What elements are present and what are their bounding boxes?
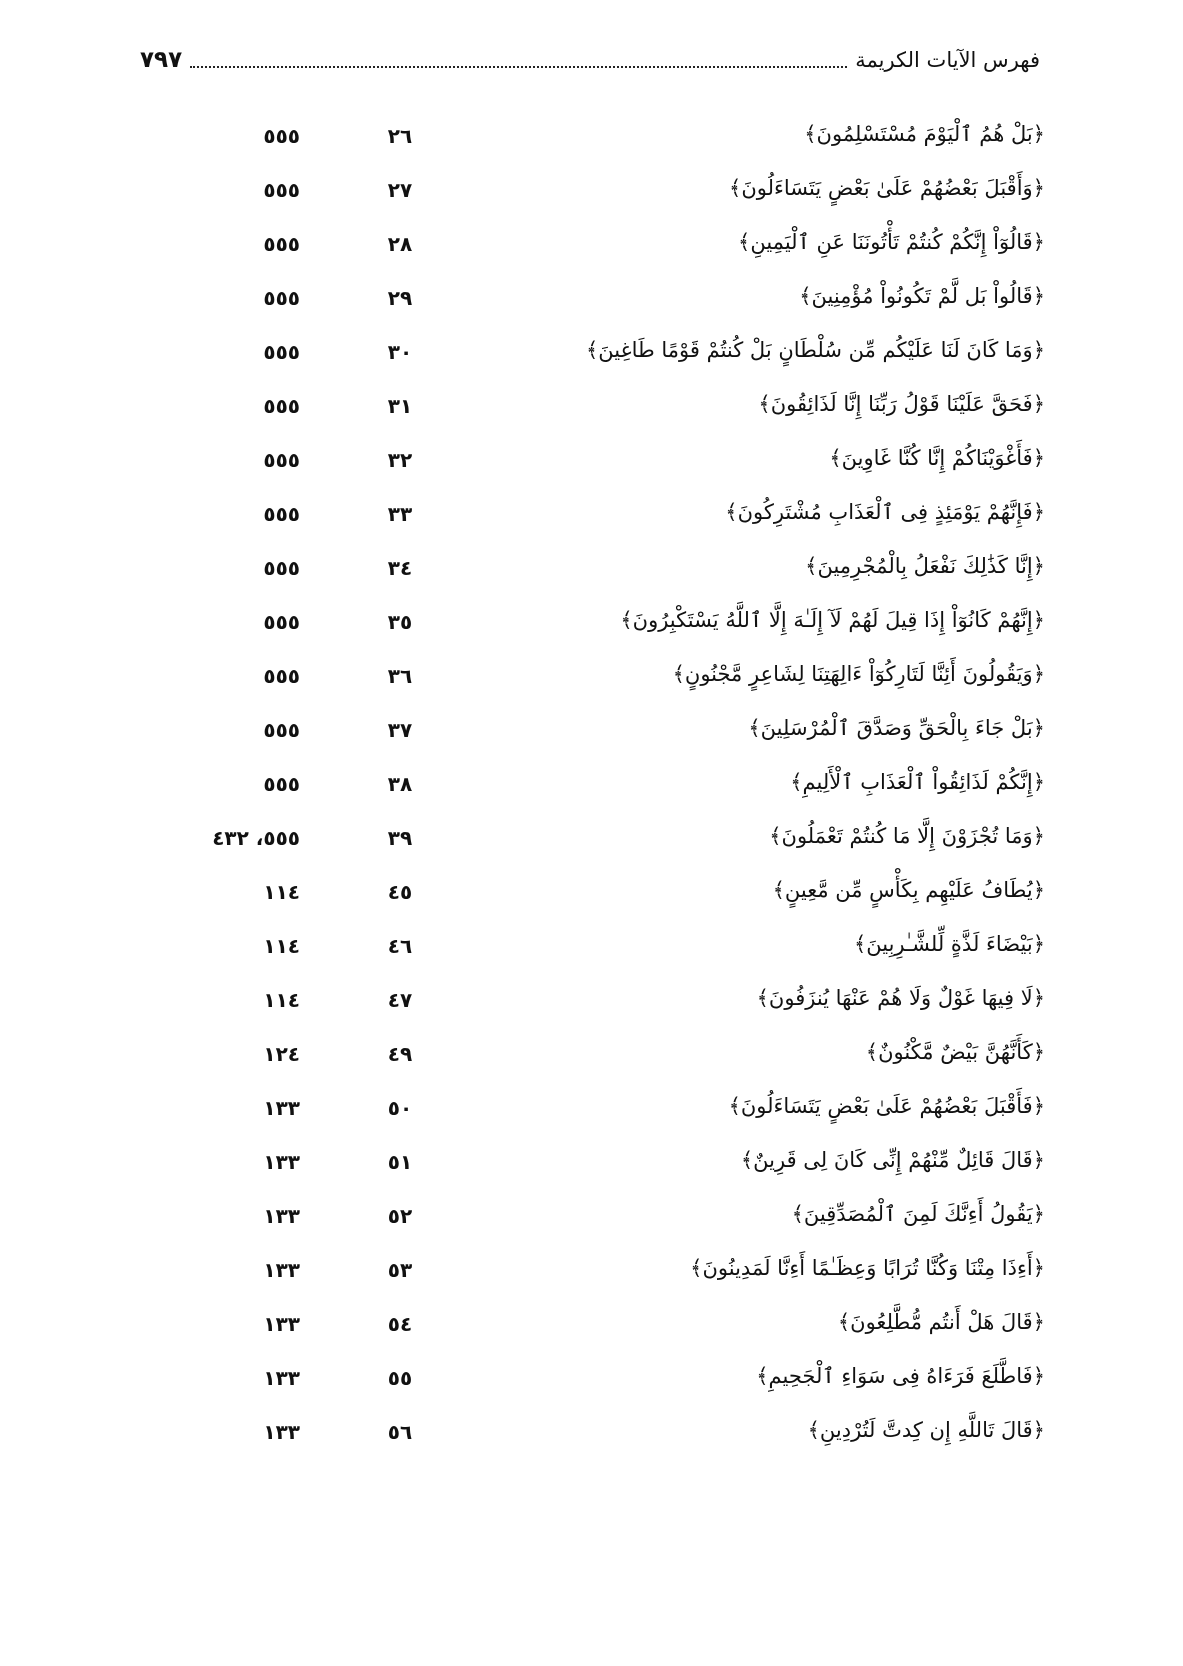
page-reference: ١٢٤ — [263, 1042, 300, 1066]
page-reference: ١٣٣ — [263, 1366, 300, 1390]
verse-text: ﴿بَلْ هُمُ ٱلْيَوْمَ مُسْتَسْلِمُونَ﴾ — [804, 122, 1045, 146]
verse-text: ﴿فَحَقَّ عَلَيْنَا قَوْلُ رَبِّنَا إِنَّا لَذَائِقُونَ﴾ — [758, 392, 1045, 416]
ayah-number: ٣٨ — [387, 772, 413, 796]
verse-entry-row — [200, 1198, 1045, 1252]
ayah-number: ٥٦ — [387, 1420, 413, 1444]
verse-entry-row — [200, 280, 1045, 334]
verse-entry-row — [200, 172, 1045, 226]
page-reference: ٥٥٥ — [263, 394, 300, 418]
verse-text: ﴿لَا فِيهَا غَوْلٌ وَلَا هُمْ عَنْهَا يُنزَفُونَ﴾ — [756, 986, 1045, 1010]
verse-entry-row — [200, 1414, 1045, 1468]
ayah-number: ٥٣ — [387, 1258, 413, 1282]
ayah-number: ٣٢ — [387, 448, 413, 472]
ayah-number: ٣١ — [387, 394, 413, 418]
verse-text: ﴿قَالُوٓاْ إِنَّكُمْ كُنتُمْ تَأْتُونَنَا عَنِ ٱلْيَمِينِ﴾ — [738, 230, 1045, 254]
page-reference: ٥٥٥ — [263, 232, 300, 256]
page-reference: ٥٥٥ — [263, 772, 300, 796]
verse-text: ﴿إِنَّهُمْ كَانُوٓاْ إِذَا قِيلَ لَهُمْ لَآ إِلَـٰهَ إِلَّا ٱللَّهُ يَسْتَكْبِرُونَ﴾ — [620, 608, 1045, 632]
page-reference: ١٣٣ — [263, 1096, 300, 1120]
verse-text: ﴿قَالَ هَلْ أَنتُم مُّطَّلِعُونَ﴾ — [837, 1310, 1045, 1334]
verse-entry-row — [200, 496, 1045, 550]
ayah-number: ٣٩ — [387, 826, 413, 850]
page-reference: ١١٤ — [263, 880, 300, 904]
verse-text: ﴿وَأَقْبَلَ بَعْضُهُمْ عَلَىٰ بَعْضٍ يَتَسَاءَلُونَ﴾ — [729, 176, 1045, 200]
ayah-number: ٢٨ — [387, 232, 413, 256]
page-reference: ٥٥٥ — [263, 610, 300, 634]
verse-entry-row — [200, 1360, 1045, 1414]
verse-entry-row — [200, 712, 1045, 766]
page-reference: ٥٥٥ — [263, 124, 300, 148]
ayah-number: ٥١ — [387, 1150, 413, 1174]
ayah-number: ٣٦ — [387, 664, 413, 688]
ayah-number: ٢٦ — [387, 124, 413, 148]
verse-text: ﴿قَالُواْ بَل لَّمْ تَكُونُواْ مُؤْمِنِينَ﴾ — [799, 284, 1045, 308]
page-reference: ١١٤ — [263, 934, 300, 958]
page-reference: ٥٥٥ — [263, 340, 300, 364]
verse-text: ﴿أَءِذَا مِتْنَا وَكُنَّا تُرَابًا وَعِظَـٰمًا أَءِنَّا لَمَدِينُونَ﴾ — [690, 1256, 1045, 1280]
ayah-number: ٣٠ — [387, 340, 413, 364]
ayah-number: ٣٣ — [387, 502, 413, 526]
verse-text: ﴿قَالَ قَائِلٌ مِّنْهُمْ إِنِّى كَانَ لِى قَرِينٌ﴾ — [740, 1148, 1045, 1172]
verse-text: ﴿إِنَّا كَذَٰلِكَ نَفْعَلُ بِالْمُجْرِمِينَ﴾ — [805, 554, 1045, 578]
verse-entry-row — [200, 1306, 1045, 1360]
verse-text: ﴿وَيَقُولُونَ أَئِنَّا لَتَارِكُوٓاْ ءَالِهَتِنَا لِشَاعِرٍ مَّجْنُونٍ﴾ — [672, 662, 1045, 686]
page-reference: ٥٥٥ — [263, 664, 300, 688]
ayah-number: ٢٩ — [387, 286, 413, 310]
page-reference: ١٣٣ — [263, 1258, 300, 1282]
verse-text: ﴿فَأَغْوَيْنَاكُمْ إِنَّا كُنَّا غَاوِينَ﴾ — [829, 446, 1045, 470]
ayah-number: ٤٥ — [387, 880, 413, 904]
verse-text: ﴿وَمَا كَانَ لَنَا عَلَيْكُم مِّن سُلْطَانٍ بَلْ كُنتُمْ قَوْمًا طَاغِينَ﴾ — [586, 338, 1045, 362]
verse-text: ﴿كَأَنَّهُنَّ بَيْضٌ مَّكْنُونٌ﴾ — [865, 1040, 1045, 1064]
verse-entry-row — [200, 874, 1045, 928]
verse-text: ﴿إِنَّكُمْ لَذَائِقُواْ ٱلْعَذَابِ ٱلْأَلِيمِ﴾ — [790, 770, 1045, 794]
page-reference: ١٣٣ — [263, 1312, 300, 1336]
verse-entry-row — [200, 820, 1045, 874]
ayah-number: ٥٥ — [387, 1366, 413, 1390]
verse-entry-row — [200, 226, 1045, 280]
ayah-number: ٥٢ — [387, 1204, 413, 1228]
verse-text: ﴿وَمَا تُجْزَوْنَ إِلَّا مَا كُنتُمْ تَعْمَلُونَ﴾ — [769, 824, 1045, 848]
ayah-number: ٢٧ — [387, 178, 413, 202]
verse-entry-row — [200, 982, 1045, 1036]
verse-entry-row — [200, 388, 1045, 442]
page-reference: ٥٥٥ — [263, 502, 300, 526]
page-reference: ١١٤ — [263, 988, 300, 1012]
ayah-number: ٤٦ — [387, 934, 413, 958]
verse-entry-row — [200, 604, 1045, 658]
page-reference: ١٣٣ — [263, 1420, 300, 1444]
verse-entry-row — [200, 550, 1045, 604]
verse-entry-row — [200, 766, 1045, 820]
verse-entry-row — [200, 1144, 1045, 1198]
ayah-number: ٤٩ — [387, 1042, 413, 1066]
page-number: ٧٩٧ — [140, 47, 183, 73]
page-header — [140, 40, 1040, 80]
verse-entry-row — [200, 1252, 1045, 1306]
verse-text: ﴿بَلْ جَاءَ بِالْحَقِّ وَصَدَّقَ ٱلْمُرْسَلِينَ﴾ — [748, 716, 1045, 740]
page-reference: ٥٥٥ — [263, 718, 300, 742]
verse-text: ﴿فَاطَّلَعَ فَرَءَاهُ فِى سَوَاءِ ٱلْجَحِيمِ﴾ — [756, 1364, 1045, 1388]
page-reference: ٥٥٥ — [263, 178, 300, 202]
page-reference: ٥٥٥ — [263, 556, 300, 580]
page-reference: ١٣٣ — [263, 1150, 300, 1174]
ayah-number: ٥٠ — [387, 1096, 413, 1120]
verse-text: ﴿قَالَ تَاللَّهِ إِن كِدتَّ لَتُرْدِينِ﴾ — [807, 1418, 1045, 1442]
ayah-number: ٣٧ — [387, 718, 413, 742]
ayah-number: ٥٤ — [387, 1312, 413, 1336]
verse-entry-row — [200, 442, 1045, 496]
verse-entry-row — [200, 928, 1045, 982]
leader-dots — [190, 52, 847, 68]
verse-entry-row — [200, 334, 1045, 388]
verse-entry-row — [200, 1090, 1045, 1144]
verse-entry-row — [200, 1036, 1045, 1090]
index-title: فهرس الآيات الكريمة — [855, 48, 1040, 72]
ayah-number: ٣٥ — [387, 610, 413, 634]
verse-text: ﴿فَأَقْبَلَ بَعْضُهُمْ عَلَىٰ بَعْضٍ يَتَسَاءَلُونَ﴾ — [728, 1094, 1045, 1118]
verse-entry-row — [200, 658, 1045, 712]
verse-index-list — [200, 118, 1045, 1468]
page-reference: ٥٥٥، ٤٣٢ — [212, 826, 300, 850]
verse-text: ﴿يُطَافُ عَلَيْهِم بِكَأْسٍ مِّن مَّعِينٍ﴾ — [772, 878, 1045, 902]
verse-text: ﴿يَقُولُ أَءِنَّكَ لَمِنَ ٱلْمُصَدِّقِينَ﴾ — [791, 1202, 1045, 1226]
ayah-number: ٤٧ — [387, 988, 413, 1012]
ayah-number: ٣٤ — [387, 556, 413, 580]
verse-text: ﴿بَيْضَاءَ لَذَّةٍ لِّلشَّـٰرِبِينَ﴾ — [853, 932, 1045, 956]
page-reference: ٥٥٥ — [263, 448, 300, 472]
verse-entry-row — [200, 118, 1045, 172]
page-reference: ١٣٣ — [263, 1204, 300, 1228]
page-reference: ٥٥٥ — [263, 286, 300, 310]
verse-text: ﴿فَإِنَّهُمْ يَوْمَئِذٍ فِى ٱلْعَذَابِ مُشْتَرِكُونَ﴾ — [725, 500, 1045, 524]
